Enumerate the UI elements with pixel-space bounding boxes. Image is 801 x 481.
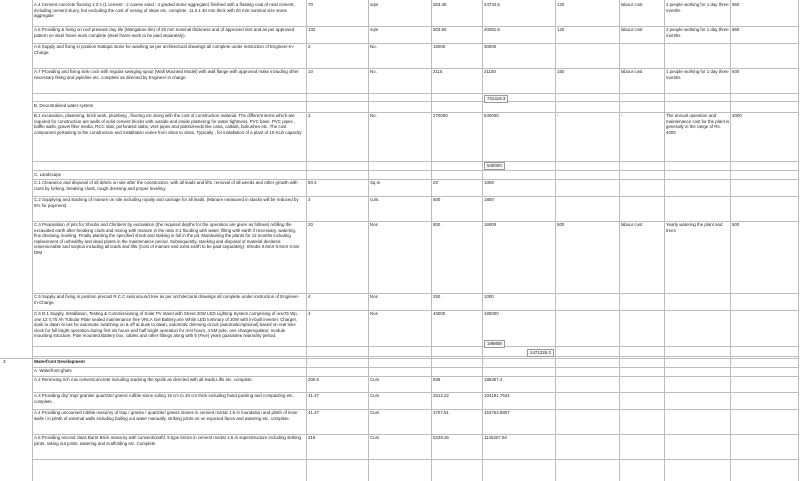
labour-quantity: 150: [557, 69, 565, 74]
item-amount: 30000: [484, 44, 497, 49]
labour-remark: The annual operation and maintenance cost for the plant is generally in the range of Rs. 4000: [666, 113, 730, 135]
item-rate: 15000: [433, 44, 446, 49]
item-description: B.1 excavation, plastering, brick work, plumbing , flooring etc along with the cost of construction material. The different items which are required for construction are walls of solid cement blocks with outside and inside plastering for water tightness, PVC base, PVC pipes , baffle walls, gravel filter media, RCC slab, perforated slabs, vent pipes and plants/reeds like cana, cattails, bulrushes etc. The cost component pertaining to the construction and installation varies from cities to cities. Typically , for installation of a plant of 10 KLD capacity: [34, 113, 302, 135]
item-amount: 1000: [484, 294, 494, 299]
item-unit: No.: [370, 69, 377, 74]
item-amount: 1008: [484, 180, 494, 185]
labour-quantity: 120: [557, 2, 565, 7]
item-unit: sqm: [370, 27, 379, 32]
item-description: A.7 Providing and fixing sink cock with regular swinging spout (Wall Mounted Model) with wall flange with approved make including other necessary fitting and pipleline etc. complete as directed by Engineer in charge.: [34, 69, 299, 80]
item-description: C.2 Supplying and stacking of manure on site including royalty and carriage for all leads. (Manure measured in stacks will be reduced by 8% for payment).: [34, 197, 299, 208]
item-quantity: 10: [308, 69, 313, 74]
item-amount: 153762.8807: [484, 410, 510, 415]
labour-unit: labour cost: [621, 222, 643, 227]
grid-line: [798, 0, 799, 481]
item-unit: Nos: [370, 294, 378, 299]
grid-line: [32, 459, 798, 460]
item-description: A.5 Providing & fixing on roof pressed clay tile (Mangalore tile) of 20 mm nominal thickness and of approved size and as per approved pattern on steel frame work complete (steel frame work to be paid separately).: [34, 27, 295, 38]
item-amount: 40081.8: [484, 27, 500, 32]
labour-amount: 960: [732, 27, 740, 32]
item-unit: sqm: [370, 2, 379, 7]
item-unit: cum.: [370, 197, 380, 202]
item-description: A.2 Removing rich mix cementconcrete including stacking the spoils as directed with all leads,Lifts etc, complete.: [34, 377, 253, 382]
item-amount: 186357.4: [484, 377, 503, 382]
item-description: C.5 Supply and fixing in position precast R.C.C seat around tree as per architectural drawings all complete under instruction of Engineer-In-Charge.: [34, 294, 300, 305]
item-amount: 24734.5: [484, 2, 500, 7]
item-description: C.6 D.1 Supply, Installation, Testing & Commissioning of Solar PV stand with Street 20W LED Lighting System comprising of one75 Wp, one 12 V,75 Ah Tubular Plate sealed maintenance free VRLA Gel Battery,one White LED luminary of 20W with in-built inverter, Charger, dusk to dawn circuit for automatic switching on & off at dusk to dawn, automatic dimming circuit (automatic/optional) based on real time clock for full bright operation during first six hours and half bright operation for rest hours, 4.5M pole, one chargeregulator, module mounting structure, Pole mounted Battery box, cables and other fittings along with 5 (Five) years guarantee /warranty period.: [34, 311, 298, 339]
item-rate: 2115: [433, 69, 443, 74]
labour-remark: 2 people working for 1 day three months: [666, 27, 729, 38]
labour-unit: -: [621, 113, 623, 118]
item-description: A.6 Supply and fixing in position Kattapa stone for washing as per architectural drawings all complete under instruction of Engineer-In-Charge.: [34, 44, 295, 55]
labour-unit: labour cost: [621, 69, 643, 74]
item-amount: 180000: [484, 311, 499, 316]
grid-line: [32, 101, 798, 102]
item-description: A.4 Providing uncoursed rubble masonry of trap / granite / quartzite/ gneiss stones in cement mortar 1:6 in foundation and plinth of inner walls / in plinth of external walls including bailing out water manually, striking joints on un exposed faces and watering etc. complete.: [34, 410, 298, 421]
section-title: Waterfront Development: [34, 359, 85, 364]
item-amount: 104181.7634: [484, 393, 510, 398]
item-amount: 540000: [484, 113, 499, 118]
labour-remark: Yearly watering the plant and trees: [666, 222, 723, 233]
section-number: 3: [3, 359, 6, 364]
section-heading: A. Waterfront ghats: [34, 368, 72, 373]
labour-remark: 2 people working for 1 day three months: [666, 2, 729, 13]
labour-unit: labour cost: [621, 2, 643, 7]
labour-amount: 500: [732, 222, 740, 227]
item-unit: Sq.m: [370, 180, 381, 185]
item-quantity: 2: [308, 44, 311, 49]
section-heading: B. Decentralised water system: [34, 103, 94, 108]
item-unit: No.: [370, 44, 377, 49]
item-quantity: 200.6: [308, 377, 319, 382]
item-quantity: 41.47: [308, 410, 319, 415]
item-description: A.5 Providing second class Burnt Brick masonry with conventional\f. 5 type bricks in cement mortar 1:6 in superstructure including striking joints, raking out joints, watering and scaffolding etc. Complete: [34, 435, 301, 446]
item-quantity: 70: [308, 2, 313, 7]
item-rate: 2512.22: [433, 393, 449, 398]
item-amount: 1145207.94: [484, 435, 507, 440]
labour-amount: 960: [732, 2, 740, 7]
item-rate: 3707.81: [433, 410, 449, 415]
item-rate: 250: [433, 294, 441, 299]
labour-quantity: 120: [557, 27, 565, 32]
item-amount: 16000: [484, 222, 497, 227]
labour-amount: 4000: [732, 113, 742, 118]
grid-line: [32, 170, 798, 171]
item-unit: Cum: [370, 435, 380, 440]
item-rate: 600: [433, 197, 441, 202]
section-heading: C. Landscape: [34, 172, 62, 177]
item-rate: 5229.26: [433, 435, 449, 440]
subtotal: 199808: [484, 340, 505, 348]
item-unit: Cum: [370, 393, 380, 398]
item-unit: Cum: [370, 377, 380, 382]
labour-amount: 600: [732, 69, 740, 74]
item-description: C.4 Preparation of pits for Shrubs and Climbers by excavation (the required depths for the operation are given as follows) refilling the excavated earth after breaking clods and mixing with manure in the ratio 3:1 flooding with water, filling with earth if necessary, watering, fine dressing, leveling. Finally planting the specified shrub and staking in full in the pit. Maintaining the plants for 12 months including replacement of unhealthy and dead plants in the maintenance period. Subsequently, stacking and disposal of material declared unserviceable and surplus including all leads and lifts (Cost of manure and extra earth to be paid separately). Shrubs 0.6mX 0.6mX 0.6m DIM: [34, 222, 300, 255]
subtotal: 731418.3: [484, 95, 508, 103]
grid-line: [32, 93, 798, 94]
item-quantity: 219: [308, 435, 316, 440]
item-quantity: 3: [308, 197, 311, 202]
item-amount: 21150: [484, 69, 496, 74]
item-rate: 303.65: [433, 27, 447, 32]
item-amount: 1800: [484, 197, 494, 202]
item-quantity: 41.47: [308, 393, 319, 398]
item-quantity: 20: [308, 222, 313, 227]
item-rate: 20: [433, 180, 438, 185]
grid-line: [32, 346, 798, 347]
item-description: A.3 Providing dry/ trap/ granite/ quartzite/ gneiss rubble stone soling 15 cm to 20 cm thick including hand packing and compacting etc. complete.: [34, 393, 294, 404]
item-rate: 45000: [433, 311, 446, 316]
item-quantity: 132: [308, 27, 316, 32]
item-rate: 800: [433, 222, 441, 227]
item-unit: Nos: [370, 222, 378, 227]
grid-line: [32, 161, 798, 162]
labour-unit: labour cost: [621, 27, 643, 32]
labour-quantity: -: [557, 113, 559, 118]
item-unit: Nos: [370, 311, 378, 316]
item-description: C.1 Clearance and disposal of all debris on site after the construction, with all leads and lifts, removal of all weeds and other growth with roots by forking, breaking clods, rough dressing and proper leveling.: [34, 180, 298, 191]
grand-subtotal: 1471226.3: [527, 349, 554, 357]
grid-line: [32, 356, 798, 357]
item-quantity: 4: [308, 311, 311, 316]
item-quantity: 50.4: [308, 180, 317, 185]
item-unit: No.: [370, 113, 377, 118]
subtotal: 540000: [484, 162, 505, 170]
item-quantity: 2: [308, 113, 311, 118]
item-unit: Cum: [370, 410, 380, 415]
item-quantity: 4: [308, 294, 311, 299]
item-rate: 929: [433, 377, 441, 382]
labour-quantity: 500: [557, 222, 565, 227]
item-description: A.4 Cement concrete flooring 1:2:4 (1 cement : 2 coarse sand : 4 graded stone aggregate) finished with a floating coat of neat cement, including cement slurry, but excluding the cost of nosing of steps etc. complete. 11.3.1 40 mm thick with 20 mm nominal size stone aggregate: [34, 2, 295, 19]
item-rate: 270000: [433, 113, 448, 118]
item-rate: 353.35: [433, 2, 447, 7]
labour-remark: 1 people working for 1 day three months: [666, 69, 729, 80]
